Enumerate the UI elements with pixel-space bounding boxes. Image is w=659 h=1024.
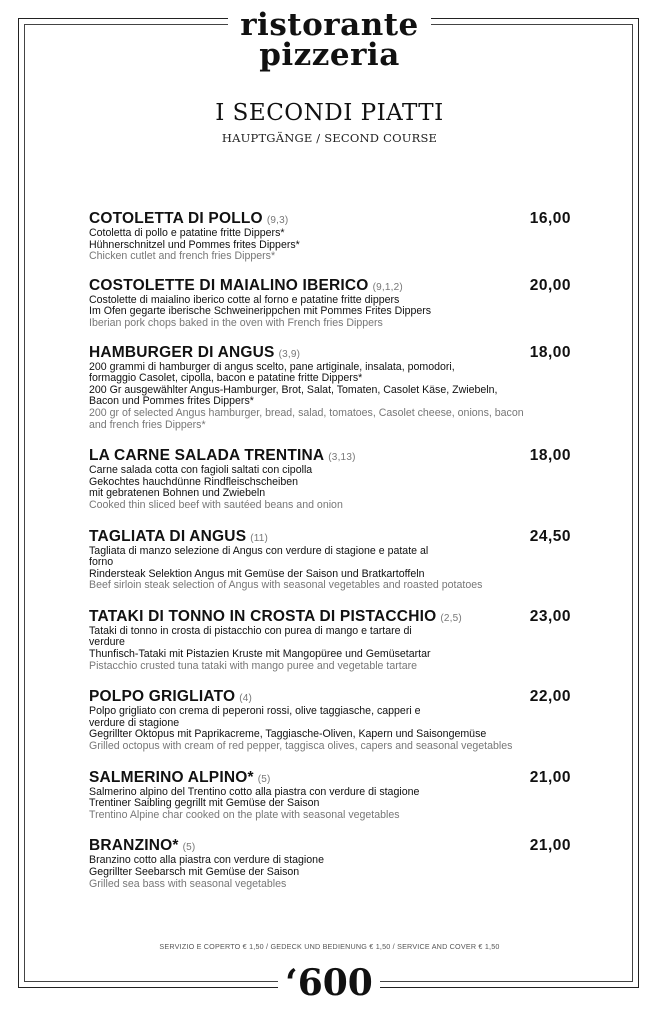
dish-price: 21,00 bbox=[529, 837, 571, 855]
allergen-codes: (3,13) bbox=[328, 452, 356, 464]
description-english: Trentino Alpine char cooked on the plate with seasonal vegetables bbox=[89, 808, 400, 821]
dish-price: 18,00 bbox=[529, 343, 571, 361]
description-english: Grilled octopus with cream of red pepper, taggisca olives, capers and seasonal vegetables bbox=[89, 740, 513, 753]
dish-name: LA CARNE SALADA TRENTINA (3,13) bbox=[89, 447, 356, 465]
menu-list bbox=[89, 210, 571, 890]
description-german: Trentiner Saibling gegrillt mit Gemüse der Saison bbox=[89, 797, 320, 810]
service-charge-note: SERVIZIO E COPERTO € 1,50 / GEDECK UND BEDIENUNG € 1,50 / SERVICE AND COVER € 1,50 bbox=[159, 942, 500, 951]
dish-name: HAMBURGER DI ANGUS (3,9) bbox=[89, 343, 301, 361]
menu-item bbox=[89, 769, 571, 822]
description-german: Im Ofen gegarte iberische Schweinerippchen mit Pommes Frites Dippers bbox=[89, 305, 432, 318]
menu-item bbox=[89, 608, 571, 672]
description-italian: Salmerino alpino del Trentino cotto alla piastra con verdure di stagione bbox=[89, 785, 420, 798]
logo-line-ristorante: ristorante bbox=[240, 7, 419, 43]
dish-name: SALMERINO ALPINO* (5) bbox=[89, 768, 271, 786]
menu-item bbox=[89, 528, 571, 592]
description-german: 200 Gr ausgewählter Angus-Hamburger, Brot, Salat, Tomaten, Casolet Käse, Zwiebeln, Bacon und Pommes frites Dippers* bbox=[89, 383, 498, 408]
description-english: 200 gr of selected Angus hamburger, bread, salad, tomatoes, Casolet cheese, onions, bacon and french fries Dippers* bbox=[89, 406, 524, 431]
page-title: I SECONDI PIATTI bbox=[215, 100, 444, 126]
dish-name: POLPO GRIGLIATO (4) bbox=[89, 688, 253, 706]
allergen-codes: (4) bbox=[239, 693, 253, 705]
dish-price: 16,00 bbox=[529, 210, 571, 227]
dish-name: BRANZINO* (5) bbox=[89, 837, 196, 855]
menu-item bbox=[89, 344, 571, 432]
dish-price: 22,00 bbox=[529, 688, 571, 706]
allergen-codes: (2,5) bbox=[440, 612, 462, 624]
description-german: Rindersteak Selektion Angus mit Gemüse der Saison und Bratkartoffeln bbox=[89, 567, 425, 580]
restaurant-logo bbox=[228, 7, 431, 73]
menu-item bbox=[89, 837, 571, 890]
description-italian: Costolette di maialino iberico cotte al forno e patatine fritte dippers bbox=[89, 293, 400, 306]
footer-logo: ‘600 bbox=[285, 962, 373, 1004]
dish-name: TATAKI DI TONNO IN CROSTA DI PISTACCHIO (2,5) bbox=[89, 607, 462, 625]
description-italian: Tataki di tonno in crosta di pistacchio con purea di mango e tartare di verdure bbox=[89, 624, 412, 649]
dish-name: COSTOLETTE DI MAIALINO IBERICO (9,1,2) bbox=[89, 276, 403, 294]
logo-line-pizzeria: pizzeria bbox=[259, 37, 400, 73]
description-german: Gegrillter Oktopus mit Paprikacreme, Taggiasche-Oliven, Kapern und Saisongemüse bbox=[89, 728, 487, 741]
description-english: Beef sirloin steak selection of Angus with seasonal vegetables and roasted potatoes bbox=[89, 579, 483, 592]
description-italian: Cotoletta di pollo e patatine fritte Dippers* bbox=[89, 227, 285, 239]
description-german: Gegrillter Seebarsch mit Gemüse der Saison bbox=[89, 866, 300, 878]
description-italian: Polpo grigliato con crema di peperoni rossi, olive taggiasche, capperi e verdure di stagione bbox=[89, 705, 421, 729]
dish-price: 18,00 bbox=[529, 447, 571, 465]
allergen-codes: (9,1,2) bbox=[372, 281, 403, 293]
description-german: Thunfisch-Tataki mit Pistazien Kruste mit Mangopüree und Gemüsetartar bbox=[89, 648, 431, 661]
description-english: Chicken cutlet and french fries Dippers* bbox=[89, 250, 276, 263]
allergen-codes: (5) bbox=[257, 773, 271, 785]
dish-name: COTOLETTA DI POLLO (9,3) bbox=[89, 210, 289, 227]
allergen-codes: (3,9) bbox=[278, 348, 301, 360]
allergen-codes: (11) bbox=[250, 532, 269, 544]
menu-item bbox=[89, 210, 571, 263]
page-subtitle: HAUPTGÄNGE / SECOND COURSE bbox=[221, 131, 438, 145]
dish-price: 23,00 bbox=[529, 607, 571, 625]
description-italian: Tagliata di manzo selezione di Angus con verdure di stagione e patate al forno bbox=[89, 544, 429, 569]
dish-price: 24,50 bbox=[529, 527, 571, 545]
menu-item bbox=[89, 447, 571, 511]
allergen-codes: (5) bbox=[182, 842, 196, 854]
description-german: Hühnerschnitzel und Pommes frites Dippers* bbox=[89, 238, 300, 251]
description-italian: Branzino cotto alla piastra con verdure di stagione bbox=[89, 854, 324, 867]
menu-item bbox=[89, 688, 571, 752]
dish-name: TAGLIATA DI ANGUS (11) bbox=[89, 527, 269, 545]
menu-item bbox=[89, 277, 571, 330]
description-english: Pistacchio crusted tuna tataki with mango puree and vegetable tartare bbox=[89, 659, 418, 672]
description-english: Grilled sea bass with seasonal vegetables bbox=[89, 877, 287, 890]
dish-price: 21,00 bbox=[529, 768, 571, 786]
description-german: Gekochtes hauchdünne Rindfleischscheiben mit gebratenen Bohnen und Zwiebeln bbox=[89, 475, 299, 500]
description-italian: Carne salada cotta con fagioli saltati con cipolla bbox=[89, 464, 313, 477]
description-english: Cooked thin sliced beef with sautéed beans and onion bbox=[89, 498, 343, 511]
dish-price: 20,00 bbox=[529, 276, 571, 294]
allergen-codes: (9,3) bbox=[266, 215, 289, 226]
description-italian: 200 grammi di hamburger di angus scelto, pane artiginale, insalata, pomodori, formaggio Casolet, cipolla, bacon e patatine fritte Dippers* bbox=[89, 360, 455, 385]
description-english: Iberian pork chops baked in the oven with French fries Dippers bbox=[89, 316, 383, 329]
